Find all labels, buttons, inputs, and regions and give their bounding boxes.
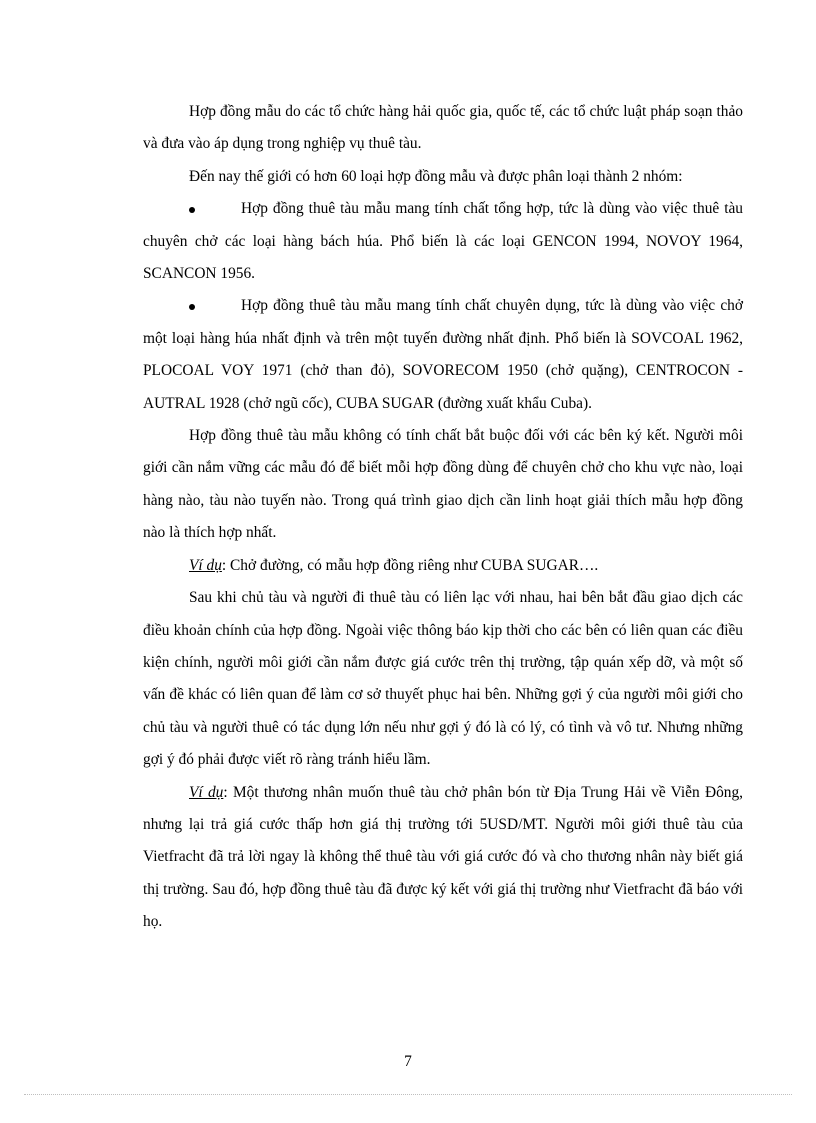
example-label: Ví dụ (189, 556, 222, 574)
paragraph-not-mandatory: Hợp đồng thuê tàu mẫu không có tính chất bắt buộc đối với các bên ký kết. Người môi giới cần nắm vững các mẫu đó để biết mỗi hợp đồng dùng để chuyên chở cho khu vực nào, loại hàng nào, tàu nào tuyến nào. Trong quá trình giao dịch cần linh hoạt giải thích mẫu hợp đồng nào là thích hợp nhất. (143, 427, 743, 542)
bullet-icon (189, 290, 241, 322)
paragraph-intro: Hợp đồng mẫu do các tổ chức hàng hải quốc gia, quốc tế, các tổ chức luật pháp soạn thảo và đưa vào áp dụng trong nghiệp vụ thuê tàu. (143, 103, 743, 153)
paragraph-classification: Đến nay thế giới có hơn 60 loại hợp đồng mẫu và được phân loại thành 2 nhóm: (189, 167, 683, 185)
example-text: : Một thương nhân muốn thuê tàu chở phân bón từ Địa Trung Hải về Viễn Đông, nhưng lại trả giá cước thấp hơn giá thị trường tới 5USD/MT. Người môi giới thuê tàu của Vietfracht đã trả lời ngay là không thể thuê tàu với giá cước đó và cho thương nhân này biết giá thị trường. Sau đó, hợp đồng thuê tàu đã được ký kết với giá thị trường như Vietfracht đã báo với họ. (143, 783, 744, 931)
example-sugar (143, 550, 743, 582)
page-number: 7 (404, 1053, 412, 1070)
example-text: : Chở đường, có mẫu hợp đồng riêng như CUBA SUGAR…. (221, 556, 599, 574)
footer-divider (24, 1094, 792, 1095)
example-fertilizer (143, 777, 743, 939)
document-page (143, 96, 743, 939)
bullet-icon (189, 193, 241, 225)
bullet-item-general (143, 193, 743, 290)
bullet-item-special (143, 290, 743, 420)
paragraph-negotiation: Sau khi chủ tàu và người đi thuê tàu có liên lạc với nhau, hai bên bắt đầu giao dịch các điều khoản chính của hợp đồng. Ngoài việc thông báo kịp thời cho các bên có liên quan các điều kiện chính, người môi giới cần nắm được giá cước trên thị trường, tập quán xếp dỡ, và một số vấn đề khác có liên quan để làm cơ sở thuyết phục hai bên. Những gợi ý của người môi giới cho chủ tàu và người thuê có tác dụng lớn nếu như gợi ý đó là có lý, có tình và vô tư. Nhưng những gợi ý đó phải được viết rõ ràng tránh hiểu lầm. (143, 589, 743, 769)
bullet-text-general: Hợp đồng thuê tàu mẫu mang tính chất tổng hợp, tức là dùng vào việc thuê tàu chuyên chở các loại hàng bách húa. Phổ biến là các loại GENCON 1994, NOVOY 1964, SCANCON 1956. (143, 200, 743, 283)
bullet-text-special: Hợp đồng thuê tàu mẫu mang tính chất chuyên dụng, tức là dùng vào việc chở một loại hàng húa nhất định và trên một tuyến đường nhất định. Phổ biến là SOVCOAL 1962, PLOCOAL VOY 1971 (chở than đỏ), SOVORECOM 1950 (chở quặng), CENTROCON - AUTRAL 1928 (chở ngũ cốc), CUBA SUGAR (đường xuất khẩu Cuba). (143, 297, 743, 412)
example-label: Ví dụ (189, 783, 224, 801)
